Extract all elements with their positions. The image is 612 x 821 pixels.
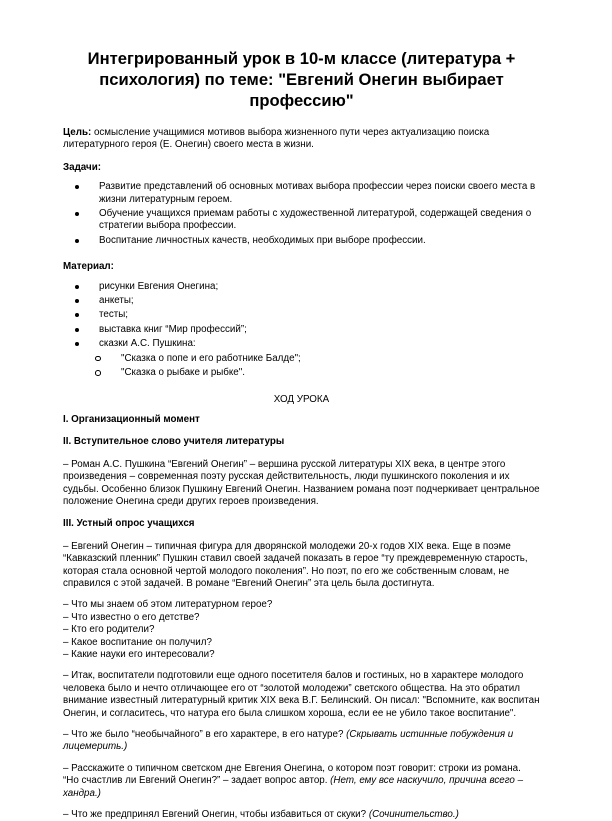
question-line: – Какое воспитание он получил? <box>63 636 212 648</box>
goal-label: Цель: <box>63 127 92 138</box>
task-item: Обучение учащихся приемам работы с художественной литературой, содержащей сведения о стратегии выбора профессии. <box>63 208 540 233</box>
question-unusual-answer: (Скрывать истинные побуждения и лицемерить.) <box>63 729 514 753</box>
material-item: выставка книг “Мир профессий”; <box>63 324 540 336</box>
tale-item: "Сказка о попе и его работнике Балде"; <box>63 353 540 365</box>
question-unusual-text: – Что же было “необычайного” в его характере, в его натуре? <box>63 729 347 741</box>
material-list <box>63 281 540 351</box>
question-boredom-answer: (Сочинительство.) <box>368 809 459 821</box>
question-line: – Что известно о его детстве? <box>63 611 200 623</box>
question-boredom-text: – Что же предпринял Евгений Онегин, чтобы избавиться от скуки? <box>63 809 369 821</box>
tale-item: "Сказка о рыбаке и рыбке". <box>63 367 540 379</box>
tasks-list <box>63 181 540 247</box>
question-day-line-2 <box>63 775 540 800</box>
goal-text: осмысление учащимися мотивов выбора жизненного пути через актуализацию поиска литературного героя (Е. Онегин) своего места в жизни. <box>63 127 490 151</box>
material-item: рисунки Евгения Онегина; <box>63 281 540 293</box>
question-day-text: “Но счастлив ли Евгений Онегин?” – задает вопрос автор. <box>63 775 331 787</box>
section-1-heading: I. Организационный момент <box>63 413 200 425</box>
material-item: тесты; <box>63 309 540 321</box>
tasks-heading: Задачи: <box>63 161 101 173</box>
question-line: – Какие науки его интересовали? <box>63 649 215 660</box>
tales-sublist <box>63 353 540 380</box>
section-3-heading: III. Устный опрос учащихся <box>63 518 195 530</box>
question-line: – Что мы знаем об этом литературном герое? <box>63 599 273 611</box>
question-day-line-1: – Расскажите о типичном светском дне Евгения Онегина, о котором поэт говорит: строки из романа. <box>63 762 521 774</box>
page-title: Интегрированный урок в 10-м классе (литература + психология) по теме: "Евгений Онегин выбирает профессию" <box>87 49 516 110</box>
question-unusual <box>63 729 540 754</box>
section-2-heading: II. Вступительное слово учителя литературы <box>63 436 285 448</box>
question-line: – Кто его родители? <box>63 624 155 636</box>
section-2-text: – Роман А.С. Пушкина “Евгений Онегин” – вершина русской литературы XIX века, в центре этого произведения – современная поэту русская действительность, люди пушкинского поколения и их судьбы. Особенно близок Пушкину Евгений Онегин. Названием романа поэт подчеркивает центральное положение Онегина среди других героев произведения. <box>63 458 540 507</box>
question-day-answer: (Нет, ему все наскучило, причина всего – хандра.) <box>63 775 524 799</box>
lesson-heading: ХОД УРОКА <box>273 393 330 405</box>
section-3-text-2: – Итак, воспитатели подготовили еще одного посетителя балов и гостиных, но в характере молодого человека было и нечто отличающее его от “золотой молодежи” светского общества. На это обратил внимание известный литературный критик XIX века В.Г. Белинский. Он писал: "Вспомните, как воспитан Онегин, и согласитесь, что натура его была слишком хороша, если ее не убило такое воспитание". <box>63 670 540 719</box>
task-item: Развитие представлений об основных мотивах выбора профессии через поиски своего места в жизни литературным героем. <box>63 181 540 206</box>
question-day <box>63 763 540 800</box>
task-item: Воспитание личностных качеств, необходимых при выборе профессии. <box>63 235 540 247</box>
questions-block <box>63 599 540 661</box>
material-item: сказки А.С. Пушкина: <box>63 338 540 350</box>
question-boredom <box>63 809 540 821</box>
material-heading: Материал: <box>63 261 114 273</box>
material-item: анкеты; <box>63 295 540 307</box>
section-3-text-1: – Евгений Онегин – типичная фигура для дворянской молодежи 20-х годов XIX века. Еще в поэме “Кавказский пленник” Пушкин ставил своей задачей показать в герое “ту преждевременную старость, которая стала основной чертой молодого поколения”. Но поэт, по его же собственным словам, не справился с этой задачей. В романе “Евгений Онегин” эта цель была достигнута. <box>63 540 528 589</box>
goal-paragraph <box>63 127 540 152</box>
